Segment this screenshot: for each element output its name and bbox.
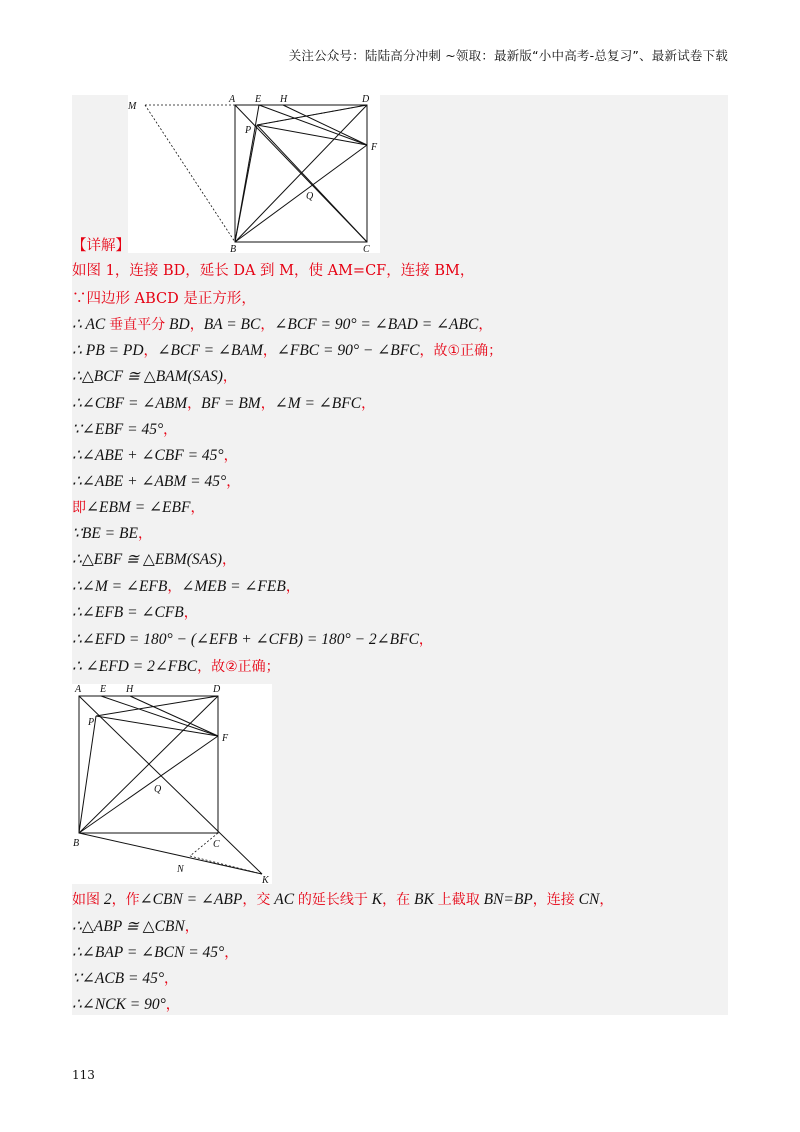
- label-F: F: [371, 142, 378, 153]
- solution-line-3: ∴ AC 垂直平分 BD，BA = BC，∠BCF = 90° = ∠BAD = ∠ABC，: [72, 316, 493, 333]
- label-E: E: [100, 684, 107, 695]
- label-B: B: [230, 244, 237, 253]
- label-K: K: [262, 875, 269, 884]
- solution-line-9: ∴∠ABE + ∠ABM = 45°，: [72, 473, 241, 490]
- solution-line-2: ∵四边形 ABCD 是正方形，: [72, 291, 256, 307]
- label-A: A: [75, 684, 82, 695]
- label-C: C: [363, 244, 370, 253]
- solution-line-1: 如图 1，连接 BD，延长 DA 到 M，使 AM=CF，连接 BM，: [72, 263, 475, 279]
- solution-line-8: ∴∠ABE + ∠CBF = 45°，: [72, 447, 238, 464]
- solution-line-11: ∵BE = BE，: [72, 525, 152, 542]
- solution-line-20: ∵∠ACB = 45°，: [72, 970, 179, 987]
- label-A: A: [229, 95, 236, 105]
- solution-line-13: ∴∠M = ∠EFB，∠MEB = ∠FEB，: [72, 578, 300, 595]
- solution-line-6: ∴∠CBF = ∠ABM，BF = BM，∠M = ∠BFC，: [72, 395, 376, 412]
- solution-line-4: ∴ PB = PD，∠BCF = ∠BAM，∠FBC = 90° − ∠BFC，故①正确；: [72, 342, 503, 359]
- label-H: H: [126, 684, 134, 695]
- label-E: E: [255, 95, 262, 105]
- solution-line-14: ∴∠EFB = ∠CFB，: [72, 604, 198, 621]
- solution-line-17: 如图 2，作∠CBN = ∠ABP，交 AC 的延长线于 K，在 BK 上截取 BN=BP，连接 CN，: [72, 891, 614, 908]
- label-H: H: [280, 95, 288, 105]
- label-C: C: [213, 839, 220, 850]
- figure-1-diagram: [128, 95, 380, 253]
- label-N: N: [177, 864, 184, 875]
- solution-line-16: ∴ ∠EFD = 2∠FBC，故②正确；: [72, 658, 280, 675]
- label-Q: Q: [306, 191, 314, 202]
- figure-1: [128, 95, 380, 253]
- label-M: M: [128, 101, 137, 112]
- label-P: P: [245, 125, 252, 136]
- solution-line-5: ∴△BCF ≅ △BAM(SAS)，: [72, 368, 237, 385]
- solution-line-19: ∴∠BAP = ∠BCN = 45°，: [72, 944, 239, 961]
- figure-2: [72, 684, 272, 884]
- solution-line-18: ∴△ABP ≅ △CBN，: [72, 918, 199, 935]
- page-header: 关注公众号：陆陆高分冲刺 ~领取：最新版“小中高考-总复习”、最新试卷下载: [288, 48, 728, 63]
- label-D: D: [213, 684, 221, 695]
- solution-line-10: 即∠EBM = ∠EBF，: [72, 499, 205, 516]
- label-D: D: [362, 95, 370, 105]
- solution-line-7: ∵∠EBF = 45°，: [72, 421, 178, 438]
- solution-line-12: ∴△EBF ≅ △EBM(SAS)，: [72, 551, 236, 568]
- label-B: B: [73, 838, 80, 849]
- figure-2-diagram: [72, 684, 272, 884]
- solution-line-15: ∴∠EFD = 180° − (∠EFB + ∠CFB) = 180° − 2∠BFC，: [72, 631, 433, 648]
- section-heading-solution: 【详解】: [72, 238, 130, 254]
- label-F: F: [222, 733, 229, 744]
- label-P: P: [88, 717, 95, 728]
- label-Q: Q: [154, 784, 162, 795]
- solution-line-21: ∴∠NCK = 90°，: [72, 996, 180, 1013]
- page-number: 113: [72, 1068, 95, 1082]
